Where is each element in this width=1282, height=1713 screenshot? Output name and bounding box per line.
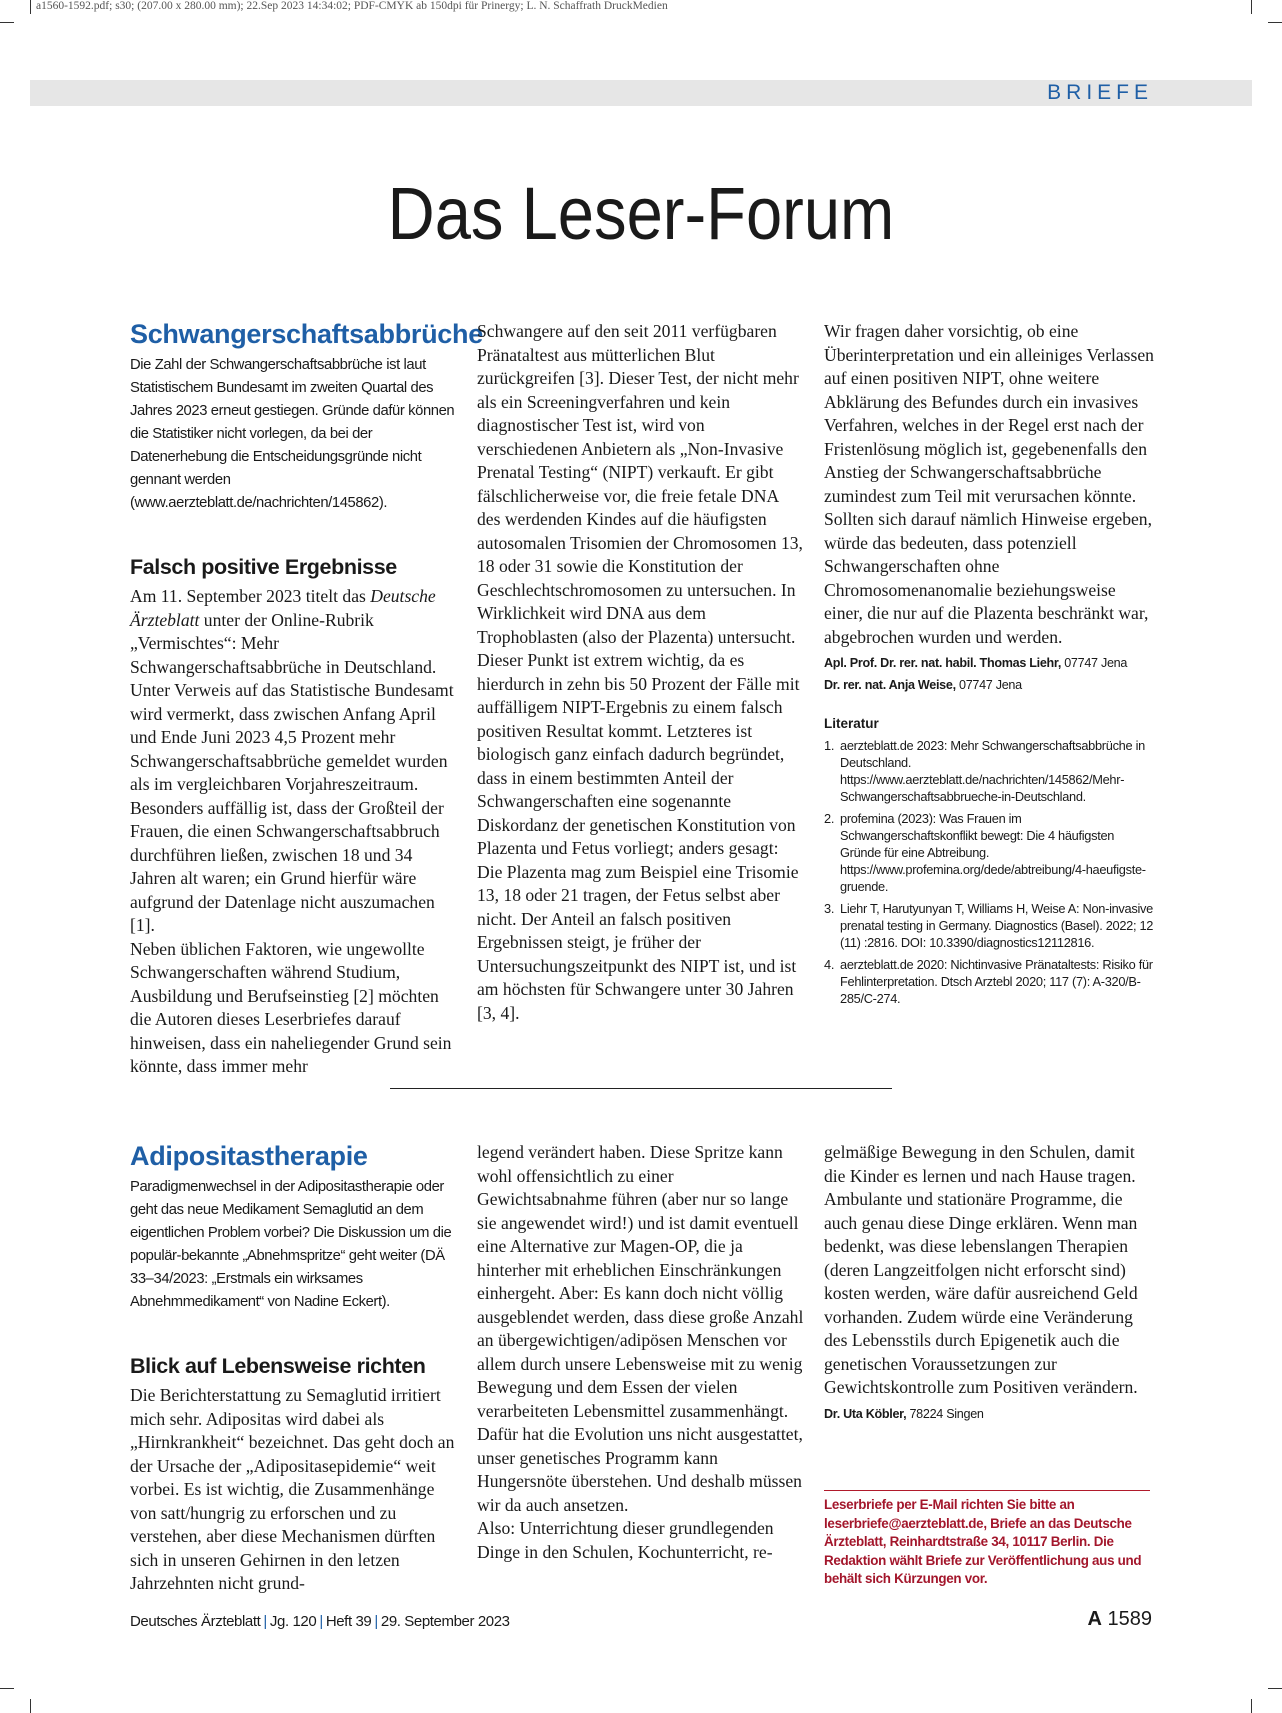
article-divider (390, 1088, 892, 1089)
journal-name-italic: Deutsche Ärzteblatt (130, 586, 436, 630)
article1-column-3 (824, 320, 1154, 1012)
reference-item: 4. aerzteblatt.de 2020: Nichtinvasive Pränataltests: Risiko für Fehlinterpretation. Dtsch Arztebl 2020; 117 (7): A-320/B-285/C-274. (824, 957, 1153, 1006)
crop-mark (0, 22, 14, 23)
footer-journal: Deutsches Ärzteblatt (130, 1613, 261, 1630)
section-label: BRIEFE (1047, 81, 1153, 104)
article2-column-1 (130, 1140, 458, 1596)
article2-col3-text: gelmäßige Bewegung in den Schulen, damit die Kinder es lernen und nach Hause tragen. Ambulante und stationäre Programme, die auch genau diese Dinge erklären. Wenn man bedenkt, was diese lebenslangen Therapien (deren Langzeitfolgen nicht erforscht sind) kosten werden, wäre dafür ausreichend Geld vorhanden. Zudem würde eine Veränderung des Lebensstils durch Epigenetik auch die genetischen Voraussetzungen zur Gewichtskontrolle zum Positiven verändern. (824, 1142, 1138, 1397)
print-metadata-line: a1560-1592.pdf; s30; (207.00 x 280.00 mm); 22.Sep 2023 14:34:02; PDF-CMYK ab 150dpi für Prinergy; L. N. Schaffrath DruckMedien (36, 0, 668, 12)
submission-notice: Leserbriefe per E-Mail richten Sie bitte an leserbriefe@aerzteblatt.de, Briefe an das Deutsche Ärzteblatt, Reinhardtstraße 34, 10117 Berlin. Die Redaktion wählt Briefe zur Veröffentlichung aus und behält sich Kürzungen vor. (824, 1490, 1150, 1589)
article1-lead: Die Zahl der Schwangerschaftsabbrüche ist laut Statistischem Bundesamt im zweiten Quartal des Jahres 2023 erneut gestiegen. Gründe dafür können die Statistiker nicht vorlegen, da bei der Datenerhebung die Entscheidungsgründe nicht gennant werden (www.aerzteblatt.de/nachrichten/145862). (130, 357, 455, 511)
article2-topic: Adipositastherapie (130, 1141, 368, 1171)
crop-mark (1251, 0, 1252, 14)
page-title: Das Leser-Forum (387, 172, 895, 255)
crop-mark (0, 1688, 14, 1689)
footer-separator: | (319, 1613, 323, 1630)
article1-col3-text: Wir fragen daher vorsichtig, ob eine Überinterpretation und ein alleiniges Verlassen auf einen positiven NIPT, ohne weitere Abklärung des Befundes durch ein invasives Verfahren, welches in der Regel erst nach der Fristenlösung möglich ist, gegebenenfalls den Anstieg der Schwangerschaftsabbrüche zumindest zum Teil mit verursachen könnte. Sollten sich darauf nämlich Hinweise ergeben, würde das bedeuten, dass potenziell Schwangerschaften ohne Chromosomenanomalie beziehungsweise einer, die nur auf die Plazenta beschränkt war, abgebrochen wurden und werden. (824, 321, 1154, 647)
reference-item: 1. aerzteblatt.de 2023: Mehr Schwangerschaftsabbrüche in Deutschland. https://www.aerzteblatt.de/nachrichten/145862/Mehr-Schwangerschaftsabbrueche-in-Deutschland. (824, 738, 1145, 804)
footer-volume: Jg. 120 (269, 1613, 317, 1630)
author-signature: Dr. Uta Köbler, 78224 Singen (824, 1406, 984, 1421)
page-number: A 1589 (1087, 1608, 1152, 1630)
footer-date: 29. September 2023 (380, 1613, 510, 1630)
footer-separator: | (263, 1613, 267, 1630)
reference-list (824, 737, 1154, 1007)
article2-column-3 (824, 1141, 1154, 1425)
crop-mark (30, 1699, 31, 1713)
crop-mark (1251, 1699, 1252, 1713)
article1-topic: Schwangerschaftsabbrüche (130, 319, 483, 349)
article1-paragraph-1: Am 11. September 2023 titelt das Deutsche Ärzteblatt unter der Online-Rubrik „Vermischtes“: Mehr Schwangerschaftsabbrüche in Deutschland. Unter Verweis auf das Statistische Bundesamt wird vermerkt, dass zwischen Anfang April und Ende Juni 2023 4,5 Prozent mehr Schwangerschaftsabbrüche gemeldet wurden als im vergleichbaren Vorjahreszeitraum. Besonders auffällig ist, dass der Großteil der Frauen, die einen Schwangerschaftsabbruch durchführen ließen, zwischen 18 und 34 Jahren alt waren; ein Grund hierfür wäre aufgrund der Datenlage nicht auszumachen [1]. (130, 586, 454, 935)
author-signature: Apl. Prof. Dr. rer. nat. habil. Thomas Liehr, 07747 Jena (824, 656, 1128, 670)
article2-lead: Paradigmenwechsel in der Adipositastherapie oder geht das neue Medikament Semaglutid an dem eigentlichen Problem vorbei? Die Diskussion um die populär-bekannte „Abnehmspritze“ geht weiter (DÄ 33–34/2023: „Erstmals ein wirksames Abnehmmedikament“ von Nadine Eckert). (130, 1179, 452, 1310)
article2-paragraph: legend verändert haben. Diese Spritze kann wohl offensichtlich zu einer Gewichtsabnahme führen (aber nur so lange sie angewendet wird!) und ist damit eventuell eine Alternative zur Magen-OP, die ja hinterher mit erheblichen Einschränkungen einhergeht. Aber: Es kann doch nicht völlig ausgeblendet werden, dass diese große Anzahl an übergewichtigen/adipösen Menschen vor allem durch unsere Lebensweise mit zu wenig Bewegung und dem Essen der vielen verarbeiteten Lebensmittel zusammenhängt. Dafür hat die Evolution uns nicht ausgestattet, unser genetisches Programm kann Hungersnöte überstehen. Und deshalb müssen wir da auch ansetzen. (477, 1142, 804, 1515)
crop-mark (1268, 1688, 1282, 1689)
page-footer (130, 1613, 510, 1630)
crop-mark (1268, 22, 1282, 23)
article1-body (130, 585, 458, 1079)
article1-column-1 (130, 318, 483, 1079)
article1-paragraph-2: Neben üblichen Faktoren, wie ungewollte Schwangerschaften während Studium, Ausbildung und Berufseinstieg [2] möchten die Autoren dieses Leserbriefes darauf hinweisen, dass ein naheliegender Grund sein könnte, dass immer mehr (130, 938, 452, 1076)
article1-column-2: Schwangere auf den seit 2011 verfügbaren Pränataltest aus mütterlichen Blut zurückgreifen [3]. Dieser Test, der nicht mehr als ein Screeningverfahren und kein diagnostischer Test ist, wird von verschiedenen Anbietern als „Non-Invasive Prenatal Testing“ (NIPT) verkauft. Er gibt fälschlicherweise vor, die freie fetale DNA des werdenden Kindes auf die häufigsten autosomalen Trisomien der Chromosomen 13, 18 oder 31 sowie die Konstitution der Geschlechtschromosomen zu untersuchen. In Wirklichkeit wird DNA aus dem Trophoblasten (also der Plazenta) untersucht. Dieser Punkt ist extrem wichtig, da es hierdurch in zehn bis 50 Prozent der Fälle mit auffälligem NIPT-Ergebnis zu einem falsch positiven Resultat kommt. Letzteres ist biologisch ganz einfach dadurch begründet, dass in einem bestimmten Anteil der Schwangerschaften eine sogenannte Diskordanz der genetischen Konstitution von Plazenta und Fetus vorliegt; anders gesagt: Die Plazenta mag zum Beispiel eine Trisomie 13, 18 oder 21 tragen, der Fetus selbst aber nicht. Der Anteil an falsch positiven Ergebnissen steigt, je früher der Untersuchungszeitpunkt des NIPT ist, und ist am höchsten für Schwangere unter 30 Jahren [3, 4]. (477, 321, 803, 1023)
article2-paragraph: Also: Unterrichtung dieser grundlegenden Dinge in den Schulen, Kochunterricht, re- (477, 1518, 774, 1562)
footer-issue: Heft 39 (325, 1613, 372, 1630)
reference-item: 3. Liehr T, Harutyunyan T, Williams H, Weise A: Non-invasive prenatal testing in Germany. Diagnostics (Basel). 2022; 12 (11) :2816. DOI: 10.3390/diagnostics12112816. (824, 901, 1154, 950)
article2-heading: Blick auf Lebensweise richten (130, 1354, 426, 1378)
author-signature: Dr. rer. nat. Anja Weise, 07747 Jena (824, 678, 1022, 692)
footer-separator: | (374, 1613, 378, 1630)
literature-heading: Literatur (824, 716, 879, 731)
reference-item: 2. profemina (2023): Was Frauen im Schwangerschaftskonflikt bewegt: Die 4 häufigsten Gründe für eine Abtreibung. https://www.profemina.org/dede/abtreibung/4-haeufigste-gruende. (824, 811, 1146, 894)
article2-col1-text: Die Berichterstattung zu Semaglutid irritiert mich sehr. Adipositas wird dabei als „Hirnkrankheit“ bezeichnet. Das geht doch an der Ursache der „Adipositasepidemie“ weit vorbei. Es ist wichtig, die Zusammenhänge von satt/hungrig zu erforschen und zu verstehen, aber diese Mechanismen dürften sich in unseren Gehirnen in den letzen Jahrzehnten nicht grund- (130, 1385, 455, 1593)
article1-heading: Falsch positive Ergebnisse (130, 555, 397, 579)
article2-column-2 (477, 1141, 805, 1564)
crop-mark (30, 0, 31, 14)
